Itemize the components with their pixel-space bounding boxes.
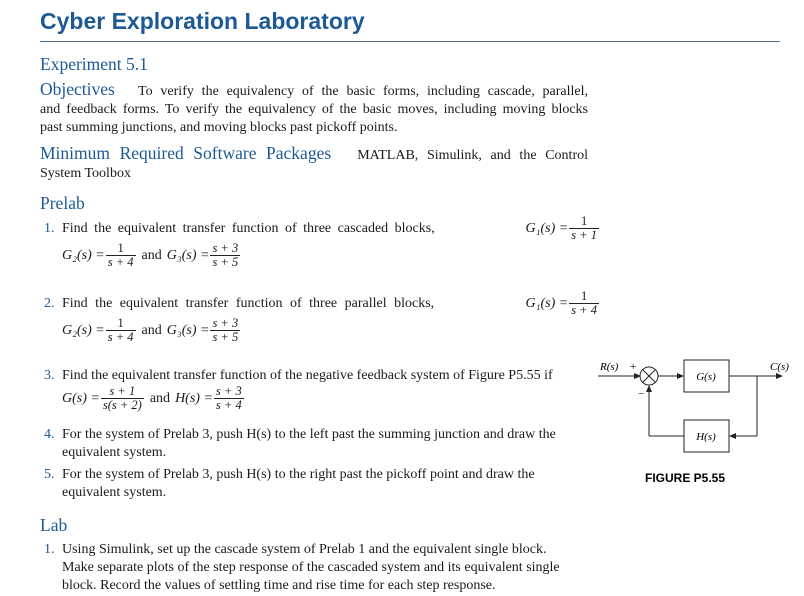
experiment-heading: Experiment 5.1 bbox=[40, 54, 148, 74]
prelab-2-g1-label: G₁(s) = bbox=[525, 295, 569, 311]
block-diagram-p5-55 bbox=[592, 350, 802, 490]
prelab-1-text: Find the equivalent transfer function of three cascaded blocks, bbox=[62, 220, 435, 236]
prelab-2-g2-num: 1 bbox=[117, 316, 124, 330]
prelab-1-g2-num: 1 bbox=[117, 241, 124, 255]
prelab-3-h-num: s + 3 bbox=[215, 384, 242, 398]
prelab-item-3 bbox=[44, 367, 600, 412]
prelab-2-text: Find the equivalent transfer function of three parallel blocks, bbox=[62, 295, 435, 311]
lab-item-1 bbox=[44, 541, 590, 595]
prelab-1-g3-fraction bbox=[210, 242, 240, 269]
prelab-1-g1-den: s + 1 bbox=[571, 228, 597, 242]
software-line-2: System Toolbox bbox=[40, 166, 131, 181]
feedback-block-label: H(s) bbox=[696, 431, 716, 443]
prelab-3-g-label: G(s) = bbox=[62, 390, 100, 406]
prelab-1-g1-label: G₁(s) = bbox=[525, 220, 569, 236]
lab-1-line-3: block. Record the values of settling time and rise time for each step response. bbox=[62, 578, 496, 593]
prelab-4-line-2: equivalent system. bbox=[62, 445, 167, 460]
lab-1-number: 1. bbox=[44, 542, 55, 557]
objectives-line-2: and feedback forms. To verify the equivalency of the basic moves, including moving blocks bbox=[40, 102, 588, 117]
title-rule bbox=[40, 41, 780, 42]
plus-sign: + bbox=[630, 361, 637, 373]
prelab-2-g3-label: G₃(s) = bbox=[166, 322, 210, 338]
objectives-heading: Objectives bbox=[40, 79, 115, 99]
page-title: Cyber Exploration Laboratory bbox=[40, 8, 365, 34]
forward-block-label: G(s) bbox=[696, 371, 716, 383]
objectives-line-3: past summing junctions, and moving blocks past pickoff points. bbox=[40, 120, 398, 135]
prelab-2-and: and bbox=[141, 322, 162, 338]
objectives-line-1: To verify the equivalency of the basic forms, including cascade, parallel, bbox=[138, 84, 589, 99]
software-heading: Minimum Required Software Packages bbox=[40, 143, 332, 163]
prelab-3-and: and bbox=[149, 390, 171, 406]
prelab-item-2 bbox=[44, 290, 600, 344]
figure-caption: FIGURE P5.55 bbox=[644, 471, 726, 485]
lab-heading: Lab bbox=[40, 515, 68, 535]
prelab-1-and: and bbox=[141, 247, 162, 263]
prelab-2-g3-num: s + 3 bbox=[212, 316, 239, 330]
prelab-2-g2-fraction bbox=[106, 317, 136, 344]
prelab-5-line-2: equivalent system. bbox=[62, 485, 167, 500]
prelab-1-g3-label: G₃(s) = bbox=[166, 247, 210, 263]
prelab-3-h-den: s + 4 bbox=[215, 398, 242, 412]
prelab-2-g3-den: s + 5 bbox=[212, 330, 239, 344]
prelab-1-g3-num: s + 3 bbox=[212, 241, 239, 255]
prelab-5-number: 5. bbox=[44, 467, 55, 482]
prelab-3-g-fraction bbox=[101, 385, 144, 412]
prelab-2-g3-fraction bbox=[210, 317, 240, 344]
prelab-4-number: 4. bbox=[44, 427, 55, 442]
prelab-2-g2-den: s + 4 bbox=[107, 330, 134, 344]
prelab-4-line-1: For the system of Prelab 3, push H(s) to the left past the summing junction and draw the bbox=[62, 427, 556, 442]
summing-junction bbox=[640, 367, 658, 385]
prelab-heading: Prelab bbox=[40, 193, 85, 213]
prelab-3-number: 3. bbox=[44, 368, 55, 383]
prelab-5-line-1: For the system of Prelab 3, push H(s) to the right past the pickoff point and draw the bbox=[62, 467, 535, 482]
prelab-1-g1-fraction bbox=[569, 215, 599, 242]
prelab-2-g2-label: G₂(s) = bbox=[62, 322, 105, 338]
prelab-item-1 bbox=[44, 215, 600, 269]
prelab-1-g3-den: s + 5 bbox=[212, 255, 239, 269]
objectives-paragraph bbox=[40, 80, 588, 137]
prelab-3-h-fraction bbox=[214, 385, 244, 412]
prelab-3-h-label: H(s) = bbox=[175, 390, 213, 406]
prelab-3-g-den: s(s + 2) bbox=[102, 398, 142, 412]
prelab-2-g1-num: 1 bbox=[580, 289, 588, 303]
prelab-2-g1-fraction bbox=[569, 290, 599, 317]
prelab-3-g-num: s + 1 bbox=[109, 384, 136, 398]
prelab-2-number: 2. bbox=[44, 295, 55, 311]
prelab-1-g2-fraction bbox=[106, 242, 136, 269]
prelab-1-g2-label: G₂(s) = bbox=[62, 247, 105, 263]
prelab-item-4 bbox=[44, 426, 590, 462]
prelab-1-g2-den: s + 4 bbox=[107, 255, 134, 269]
prelab-1-number: 1. bbox=[44, 220, 55, 236]
prelab-2-g1-den: s + 4 bbox=[571, 303, 597, 317]
prelab-item-5 bbox=[44, 466, 590, 502]
software-line-1: MATLAB, Simulink, and the Control bbox=[357, 148, 589, 163]
prelab-1-g1-num: 1 bbox=[580, 214, 588, 228]
output-label: C(s) bbox=[770, 361, 789, 373]
software-paragraph bbox=[40, 144, 588, 183]
minus-sign: − bbox=[638, 388, 645, 400]
input-label: R(s) bbox=[600, 361, 619, 373]
lab-1-line-2: Make separate plots of the step response of the cascaded system and its equivalent single bbox=[62, 560, 560, 575]
lab-1-line-1: Using Simulink, set up the cascade system of Prelab 1 and the equivalent single block. bbox=[62, 542, 547, 557]
prelab-3-text: Find the equivalent transfer function of the negative feedback system of Figure P5.55 if bbox=[62, 368, 553, 383]
